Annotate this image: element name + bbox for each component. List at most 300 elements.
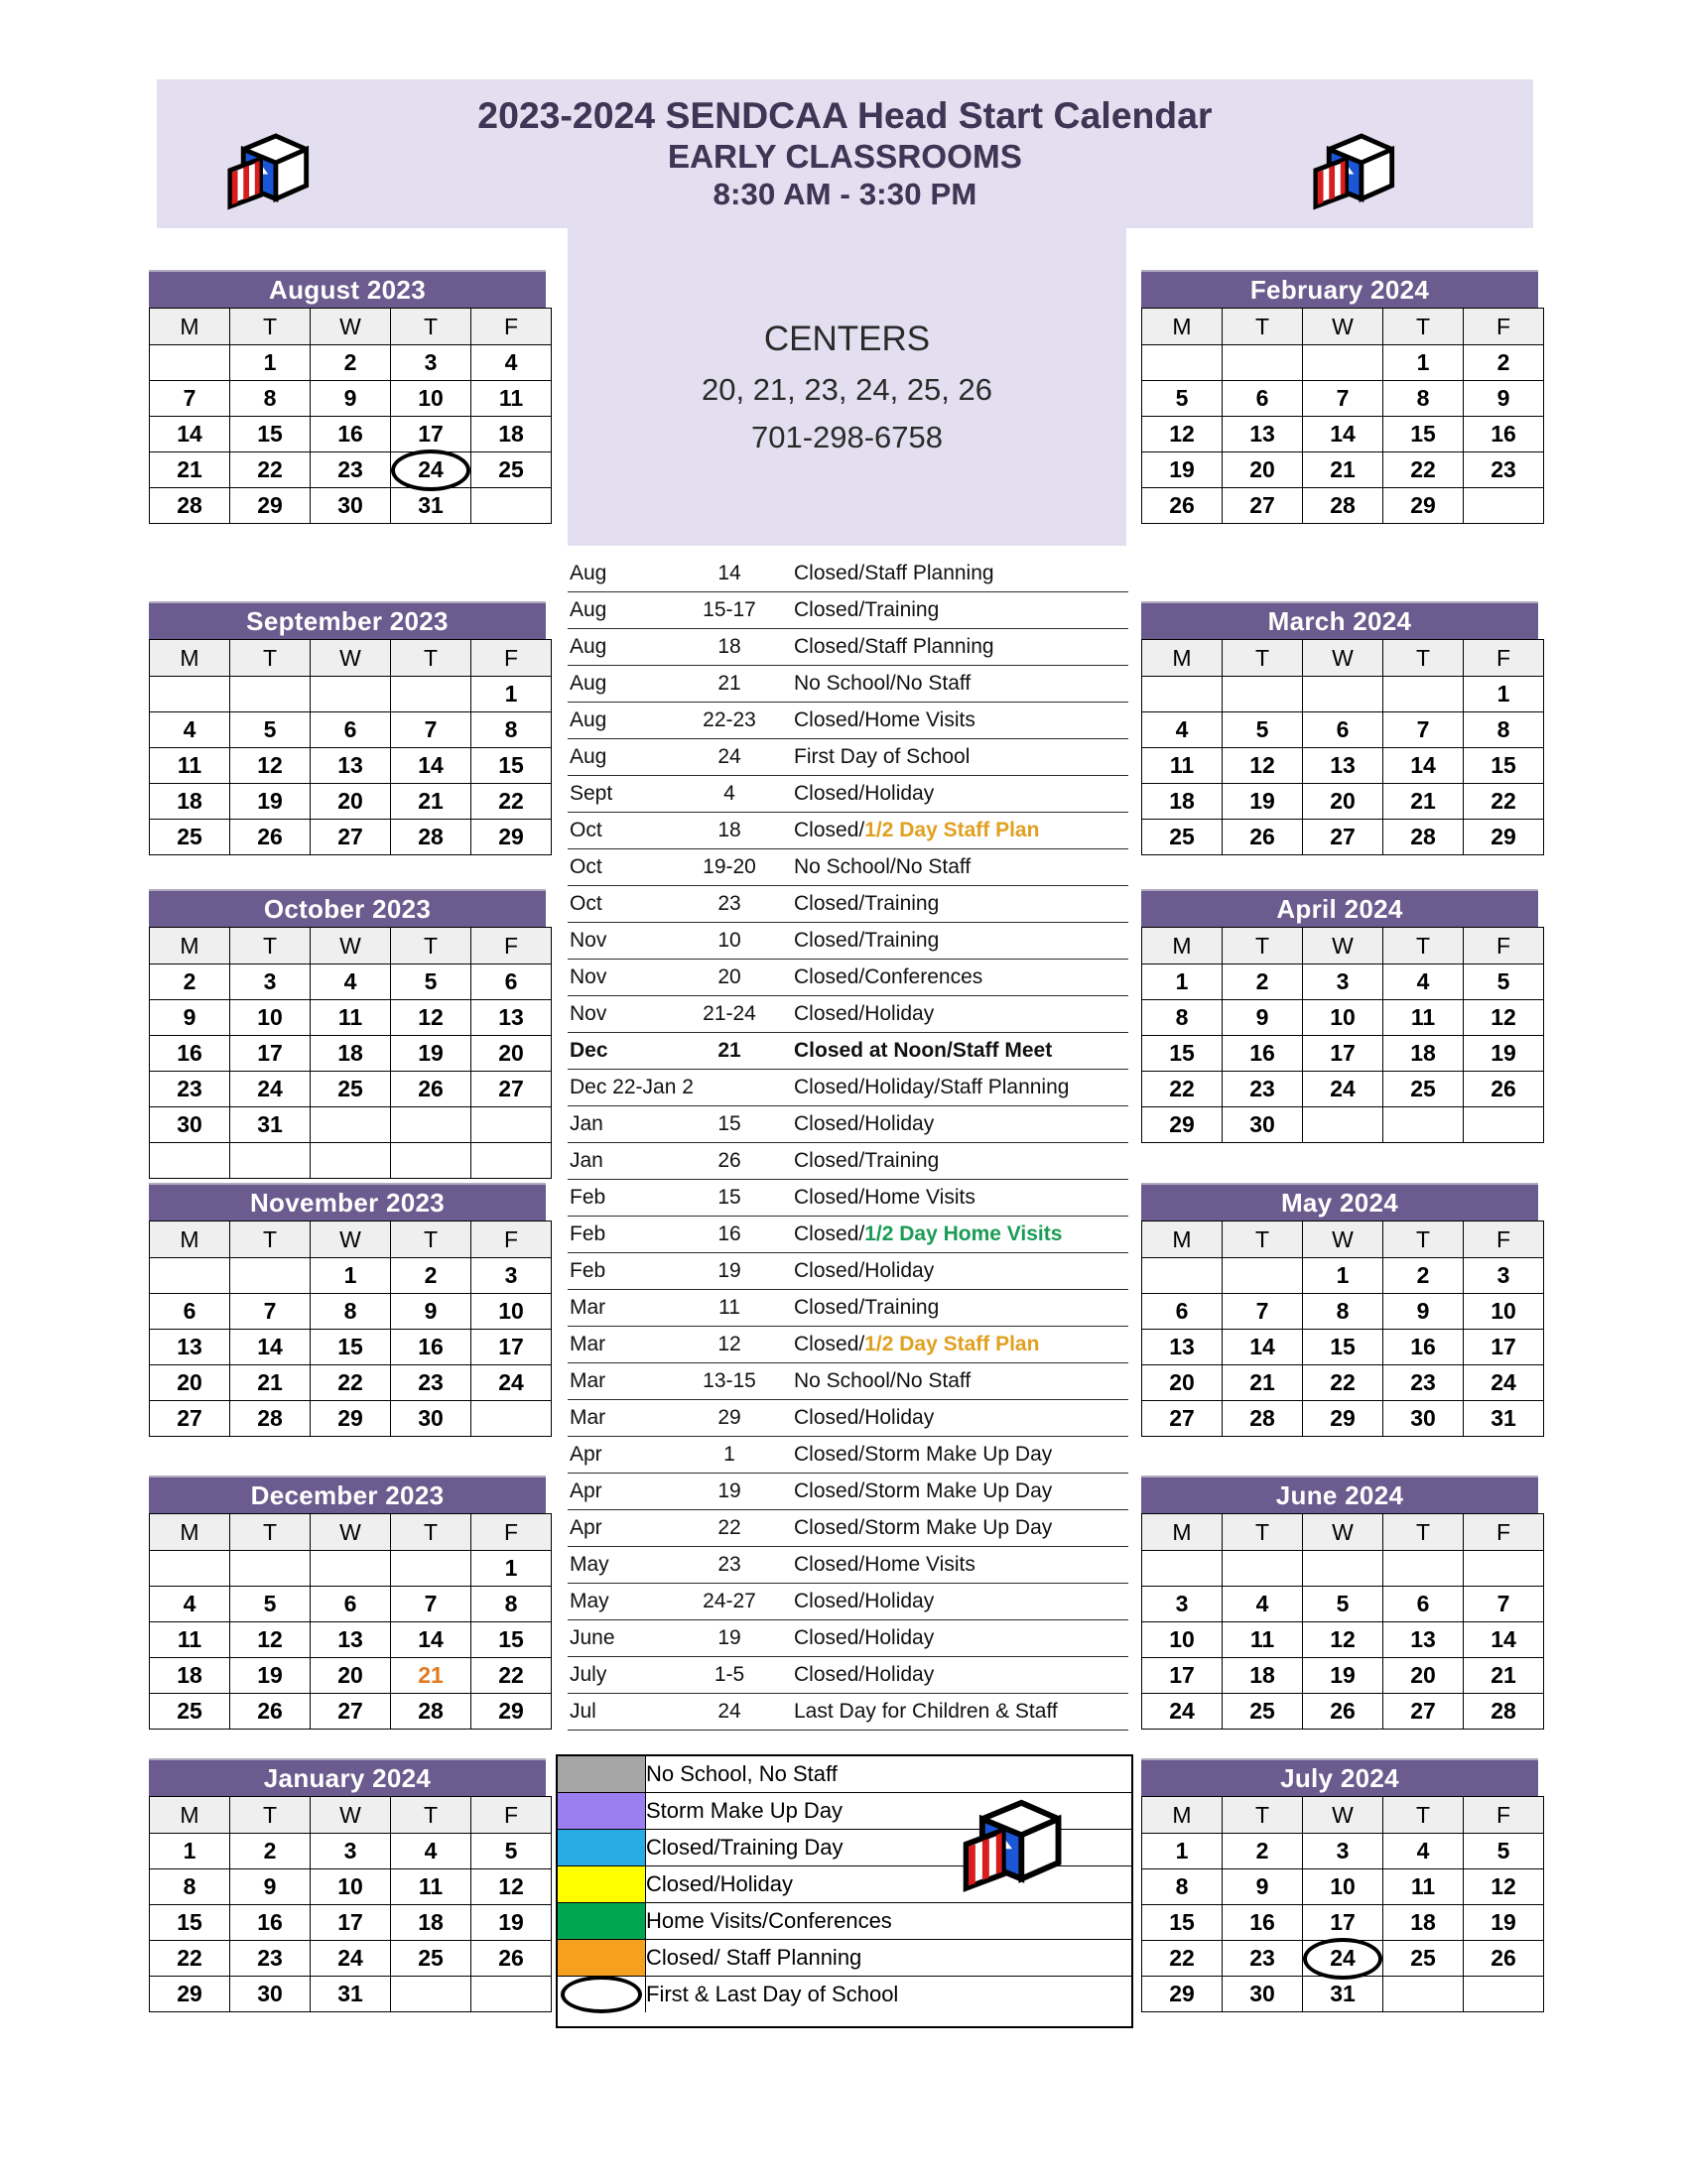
day-cell[interactable]: 30	[1383, 1401, 1464, 1437]
weekday-header-cell: T	[1383, 1797, 1464, 1834]
day-cell[interactable]: 14	[1303, 417, 1383, 452]
day-cell[interactable]: 16	[391, 1330, 471, 1365]
event-month: Jan	[568, 1106, 667, 1143]
day-cell[interactable]: 10	[1464, 1294, 1544, 1330]
weekday-header-cell: W	[1303, 1221, 1383, 1258]
day-cell[interactable]: 28	[391, 1694, 471, 1730]
day-cell[interactable]: 2	[1383, 1258, 1464, 1294]
day-cell[interactable]: 21	[1303, 452, 1383, 488]
day-cell[interactable]: 22	[1383, 452, 1464, 488]
weekday-header-cell: T	[230, 928, 311, 964]
day-cell[interactable]: 5	[230, 712, 311, 748]
day-cell[interactable]: 7	[391, 1587, 471, 1622]
day-cell[interactable]: 26	[1464, 1072, 1544, 1107]
day-cell[interactable]: 8	[1464, 712, 1544, 748]
day-cell[interactable]: 22	[150, 1941, 230, 1977]
event-month: Apr	[568, 1437, 667, 1474]
day-cell[interactable]: 11	[150, 1622, 230, 1658]
event-row	[568, 1180, 1128, 1217]
day-cell[interactable]: 13	[1383, 1622, 1464, 1658]
day-cell[interactable]: 23	[1464, 452, 1544, 488]
day-cell[interactable]: 5	[1464, 964, 1544, 1000]
day-cell[interactable]: 10	[471, 1294, 552, 1330]
day-cell[interactable]: 3	[1303, 964, 1383, 1000]
day-cell[interactable]: 8	[1303, 1294, 1383, 1330]
day-cell[interactable]: 28	[1383, 820, 1464, 855]
day-cell[interactable]: 7	[391, 712, 471, 748]
day-cell[interactable]: 31	[230, 1107, 311, 1143]
day-cell[interactable]: 17	[1303, 1905, 1383, 1941]
day-cell[interactable]: 14	[230, 1330, 311, 1365]
day-cell[interactable]: 7	[230, 1294, 311, 1330]
day-cell[interactable]: 9	[150, 1000, 230, 1036]
day-cell[interactable]: 3	[311, 1834, 391, 1869]
day-cell[interactable]: 2	[150, 964, 230, 1000]
day-cell[interactable]: 12	[1142, 417, 1223, 452]
day-cell[interactable]: 29	[1142, 1977, 1223, 2012]
day-cell[interactable]: 29	[1383, 488, 1464, 524]
day-cell[interactable]: 21	[230, 1365, 311, 1401]
day-cell[interactable]: 13	[471, 1000, 552, 1036]
day-cell[interactable]: 15	[1142, 1036, 1223, 1072]
day-cell[interactable]: 3	[1142, 1587, 1223, 1622]
day-cell[interactable]: 20	[471, 1036, 552, 1072]
day-cell[interactable]: 20	[1223, 452, 1303, 488]
day-cell[interactable]: 22	[1142, 1941, 1223, 1977]
day-cell[interactable]: 8	[1142, 1869, 1223, 1905]
day-cell[interactable]: 13	[1142, 1330, 1223, 1365]
day-cell[interactable]: 12	[1223, 748, 1303, 784]
day-cell[interactable]: 8	[471, 1587, 552, 1622]
day-cell[interactable]: 26	[230, 820, 311, 855]
day-cell[interactable]: 4	[1142, 712, 1223, 748]
day-cell[interactable]: 15	[1464, 748, 1544, 784]
day-cell[interactable]: 11	[150, 748, 230, 784]
day-cell[interactable]: 16	[1223, 1036, 1303, 1072]
day-cell[interactable]: 25	[391, 1941, 471, 1977]
event-description-highlight: 1/2 Day Staff Plan	[864, 819, 1040, 841]
day-cell[interactable]: 16	[1383, 1330, 1464, 1365]
day-cell[interactable]: 1	[1303, 1258, 1383, 1294]
day-cell[interactable]: 14	[1464, 1622, 1544, 1658]
day-cell[interactable]: 12	[230, 748, 311, 784]
day-cell[interactable]: 25	[1383, 1941, 1464, 1977]
day-cell[interactable]: 15	[1303, 1330, 1383, 1365]
day-cell[interactable]: 13	[311, 748, 391, 784]
day-cell[interactable]: 20	[311, 784, 391, 820]
day-cell[interactable]: 19	[1464, 1905, 1544, 1941]
day-cell[interactable]: 23	[1383, 1365, 1464, 1401]
day-cell[interactable]: 30	[1223, 1107, 1303, 1143]
day-cell[interactable]: 30	[150, 1107, 230, 1143]
day-cell[interactable]: 12	[1464, 1869, 1544, 1905]
day-cell[interactable]: 4	[1383, 964, 1464, 1000]
day-cell[interactable]: 29	[471, 1694, 552, 1730]
day-cell[interactable]: 10	[391, 381, 471, 417]
day-cell[interactable]: 28	[1223, 1401, 1303, 1437]
day-cell[interactable]: 29	[230, 488, 311, 524]
day-cell[interactable]: 18	[1142, 784, 1223, 820]
day-cell[interactable]: 5	[1464, 1834, 1544, 1869]
day-cell[interactable]: 27	[471, 1072, 552, 1107]
day-cell[interactable]: 14	[1223, 1330, 1303, 1365]
day-cell[interactable]: 14	[391, 748, 471, 784]
day-cell[interactable]: 12	[1464, 1000, 1544, 1036]
day-cell[interactable]: 14	[150, 417, 230, 452]
day-cell[interactable]: 28	[391, 820, 471, 855]
day-cell[interactable]: 27	[1303, 820, 1383, 855]
day-cell[interactable]: 7	[1383, 712, 1464, 748]
day-cell[interactable]: 5	[1223, 712, 1303, 748]
day-cell[interactable]: 18	[311, 1036, 391, 1072]
day-cell[interactable]: 11	[1383, 1000, 1464, 1036]
day-cell[interactable]: 2	[1464, 345, 1544, 381]
day-cell[interactable]: 28	[230, 1401, 311, 1437]
day-cell[interactable]: 21	[1464, 1658, 1544, 1694]
day-cell[interactable]: 2	[1223, 1834, 1303, 1869]
day-cell[interactable]: 6	[150, 1294, 230, 1330]
day-cell[interactable]: 10	[230, 1000, 311, 1036]
day-cell[interactable]: 9	[1464, 381, 1544, 417]
day-cell[interactable]: 20	[311, 1658, 391, 1694]
week-row	[150, 1622, 552, 1658]
day-cell[interactable]: 21	[391, 1658, 471, 1694]
day-cell[interactable]: 29	[1464, 820, 1544, 855]
day-cell[interactable]: 15	[1383, 417, 1464, 452]
event-description: Closed/Conferences	[792, 960, 1128, 996]
day-cell[interactable]: 23	[1223, 1941, 1303, 1977]
day-cell[interactable]: 4	[150, 1587, 230, 1622]
day-cell[interactable]: 15	[150, 1905, 230, 1941]
day-cell[interactable]: 2	[311, 345, 391, 381]
day-cell[interactable]: 27	[1383, 1694, 1464, 1730]
day-cell[interactable]: 17	[1464, 1330, 1544, 1365]
weekday-header-cell: M	[150, 1221, 230, 1258]
day-cell[interactable]: 11	[391, 1869, 471, 1905]
week-row	[1142, 820, 1544, 855]
day-cell[interactable]: 9	[1223, 1000, 1303, 1036]
day-cell[interactable]: 11	[1142, 748, 1223, 784]
event-row	[568, 739, 1128, 776]
day-cell[interactable]: 15	[471, 1622, 552, 1658]
day-cell[interactable]: 12	[391, 1000, 471, 1036]
day-cell[interactable]: 21	[150, 452, 230, 488]
day-cell[interactable]: 22	[471, 1658, 552, 1694]
day-cell[interactable]: 21	[1223, 1365, 1303, 1401]
day-cell[interactable]: 26	[391, 1072, 471, 1107]
day-cell[interactable]: 8	[471, 712, 552, 748]
day-cell[interactable]: 9	[1223, 1869, 1303, 1905]
day-cell[interactable]: 11	[311, 1000, 391, 1036]
week-row	[1142, 1294, 1544, 1330]
day-cell[interactable]: 31	[1464, 1401, 1544, 1437]
day-cell[interactable]: 1	[1142, 964, 1223, 1000]
day-cell[interactable]: 25	[1142, 820, 1223, 855]
day-cell[interactable]: 30	[391, 1401, 471, 1437]
day-cell[interactable]: 29	[1303, 1401, 1383, 1437]
day-cell[interactable]: 15	[1142, 1905, 1223, 1941]
day-cell[interactable]: 16	[230, 1905, 311, 1941]
day-cell[interactable]: 3	[230, 964, 311, 1000]
month-grid	[1141, 308, 1544, 524]
day-cell[interactable]: 24	[1142, 1694, 1223, 1730]
month-title: January 2024	[149, 1758, 546, 1796]
day-cell[interactable]: 4	[1223, 1587, 1303, 1622]
day-cell[interactable]: 7	[1303, 381, 1383, 417]
day-cell[interactable]: 19	[230, 1658, 311, 1694]
day-cell[interactable]: 6	[1142, 1294, 1223, 1330]
day-cell[interactable]: 13	[311, 1622, 391, 1658]
day-cell[interactable]: 24	[1303, 1072, 1383, 1107]
day-cell[interactable]: 12	[230, 1622, 311, 1658]
day-cell[interactable]: 30	[311, 488, 391, 524]
day-cell[interactable]: 4	[150, 712, 230, 748]
day-cell[interactable]: 18	[1383, 1036, 1464, 1072]
day-cell[interactable]: 19	[471, 1905, 552, 1941]
day-cell[interactable]: 14	[391, 1622, 471, 1658]
day-cell[interactable]: 26	[1223, 820, 1303, 855]
day-cell[interactable]: 8	[1383, 381, 1464, 417]
event-day: 14	[667, 556, 792, 592]
day-cell[interactable]: 8	[230, 381, 311, 417]
day-cell[interactable]: 15	[230, 417, 311, 452]
day-cell[interactable]: 11	[1383, 1869, 1464, 1905]
day-cell[interactable]: 14	[1383, 748, 1464, 784]
day-cell[interactable]: 1	[471, 677, 552, 712]
day-cell[interactable]: 18	[471, 417, 552, 452]
day-cell[interactable]: 19	[391, 1036, 471, 1072]
day-cell[interactable]: 5	[1303, 1587, 1383, 1622]
event-description: Closed/Holiday	[792, 1620, 1128, 1657]
day-cell[interactable]: 28	[150, 488, 230, 524]
day-cell[interactable]: 19	[1223, 784, 1303, 820]
day-cell[interactable]: 26	[471, 1941, 552, 1977]
day-cell[interactable]: 22	[471, 784, 552, 820]
day-cell[interactable]: 5	[471, 1834, 552, 1869]
day-cell[interactable]: 30	[230, 1977, 311, 2012]
day-cell[interactable]: 10	[311, 1869, 391, 1905]
day-cell[interactable]: 2	[391, 1258, 471, 1294]
day-cell[interactable]: 23	[391, 1365, 471, 1401]
day-cell[interactable]: 10	[1142, 1622, 1223, 1658]
day-cell[interactable]: 22	[1303, 1365, 1383, 1401]
day-cell[interactable]: 1	[471, 1551, 552, 1587]
day-cell[interactable]: 6	[1223, 381, 1303, 417]
day-cell[interactable]: 20	[1142, 1365, 1223, 1401]
day-cell[interactable]: 16	[150, 1036, 230, 1072]
day-cell[interactable]: 17	[1303, 1036, 1383, 1072]
day-cell[interactable]: 28	[1464, 1694, 1544, 1730]
day-cell[interactable]: 24	[1464, 1365, 1544, 1401]
month-grid	[1141, 1513, 1544, 1730]
week-row	[150, 452, 552, 488]
day-cell[interactable]: 2	[1223, 964, 1303, 1000]
day-cell[interactable]: 1	[1383, 345, 1464, 381]
day-cell[interactable]: 12	[1303, 1622, 1383, 1658]
day-cell[interactable]: 15	[311, 1330, 391, 1365]
month-grid	[1141, 1796, 1544, 2012]
day-cell[interactable]: 6	[1303, 712, 1383, 748]
day-cell[interactable]: 20	[1383, 1658, 1464, 1694]
day-cell[interactable]: 8	[1142, 1000, 1223, 1036]
week-row	[150, 1294, 552, 1330]
day-cell[interactable]: 5	[391, 964, 471, 1000]
day-cell[interactable]: 22	[1464, 784, 1544, 820]
day-cell[interactable]: 18	[1223, 1658, 1303, 1694]
day-cell[interactable]: 25	[471, 452, 552, 488]
day-cell[interactable]: 1	[150, 1834, 230, 1869]
day-cell[interactable]: 17	[471, 1330, 552, 1365]
week-row	[150, 1258, 552, 1294]
day-cell[interactable]: 21	[391, 784, 471, 820]
day-cell[interactable]: 6	[1383, 1587, 1464, 1622]
day-cell[interactable]: 30	[1223, 1977, 1303, 2012]
day-cell[interactable]: 25	[150, 820, 230, 855]
day-cell[interactable]: 29	[1142, 1107, 1223, 1143]
day-cell[interactable]: 22	[230, 452, 311, 488]
day-cell[interactable]: 31	[311, 1977, 391, 2012]
day-cell[interactable]: 23	[230, 1941, 311, 1977]
day-cell[interactable]: 4	[311, 964, 391, 1000]
day-cell[interactable]: 19	[1464, 1036, 1544, 1072]
day-cell[interactable]: 5	[1142, 381, 1223, 417]
empty-cell	[1383, 1107, 1464, 1143]
day-cell[interactable]: 23	[311, 452, 391, 488]
day-cell[interactable]: 27	[1223, 488, 1303, 524]
day-cell[interactable]: 22	[1142, 1072, 1223, 1107]
day-cell[interactable]: 27	[1142, 1401, 1223, 1437]
day-cell[interactable]: 17	[1142, 1658, 1223, 1694]
centers-heading: CENTERS	[763, 319, 931, 358]
day-cell[interactable]: 3	[391, 345, 471, 381]
empty-cell	[1142, 1258, 1223, 1294]
day-cell[interactable]: 2	[230, 1834, 311, 1869]
day-cell[interactable]: 27	[311, 820, 391, 855]
day-cell[interactable]: 4	[1383, 1834, 1464, 1869]
day-cell[interactable]: 21	[1383, 784, 1464, 820]
day-cell[interactable]: 31	[1303, 1977, 1383, 2012]
event-day: 1	[667, 1437, 792, 1474]
day-cell[interactable]	[391, 452, 471, 488]
day-cell[interactable]: 8	[311, 1294, 391, 1330]
day-cell[interactable]: 6	[311, 1587, 391, 1622]
day-cell[interactable]: 1	[1142, 1834, 1223, 1869]
day-cell[interactable]: 3	[1303, 1834, 1383, 1869]
day-cell[interactable]: 5	[230, 1587, 311, 1622]
day-cell[interactable]: 24	[471, 1365, 552, 1401]
day-cell[interactable]: 27	[150, 1401, 230, 1437]
day-cell[interactable]: 16	[1223, 1905, 1303, 1941]
day-cell[interactable]: 23	[150, 1072, 230, 1107]
day-cell[interactable]: 19	[1303, 1658, 1383, 1694]
day-cell[interactable]: 18	[1383, 1905, 1464, 1941]
day-cell[interactable]: 26	[230, 1694, 311, 1730]
day-cell[interactable]: 17	[391, 417, 471, 452]
day-cell[interactable]: 3	[1464, 1258, 1544, 1294]
day-cell[interactable]: 18	[391, 1905, 471, 1941]
day-cell[interactable]: 9	[391, 1294, 471, 1330]
weekday-header-cell: M	[150, 1797, 230, 1834]
day-cell[interactable]: 9	[230, 1869, 311, 1905]
day-cell[interactable]: 11	[1223, 1622, 1303, 1658]
day-cell[interactable]: 8	[150, 1869, 230, 1905]
day-cell[interactable]: 13	[150, 1330, 230, 1365]
color-swatch	[558, 1830, 645, 1865]
day-cell[interactable]: 10	[1303, 1869, 1383, 1905]
month-title: February 2024	[1141, 270, 1538, 308]
day-cell[interactable]: 9	[311, 381, 391, 417]
day-cell[interactable]: 31	[391, 488, 471, 524]
day-cell[interactable]: 15	[471, 748, 552, 784]
day-cell[interactable]: 18	[150, 1658, 230, 1694]
day-cell[interactable]: 25	[150, 1694, 230, 1730]
day-cell[interactable]: 24	[230, 1072, 311, 1107]
day-cell[interactable]: 17	[230, 1036, 311, 1072]
day-cell[interactable]: 16	[1464, 417, 1544, 452]
day-cell[interactable]: 23	[1223, 1072, 1303, 1107]
day-cell[interactable]: 4	[391, 1834, 471, 1869]
day-cell[interactable]: 29	[311, 1401, 391, 1437]
day-cell[interactable]: 9	[1383, 1294, 1464, 1330]
day-cell[interactable]: 1	[230, 345, 311, 381]
day-cell[interactable]: 13	[1303, 748, 1383, 784]
day-cell[interactable]: 28	[1303, 488, 1383, 524]
day-cell[interactable]: 7	[150, 381, 230, 417]
day-cell[interactable]: 26	[1303, 1694, 1383, 1730]
day-cell[interactable]: 25	[1223, 1694, 1303, 1730]
day-cell[interactable]: 6	[471, 964, 552, 1000]
event-description: Closed/1/2 Day Staff Plan	[792, 813, 1128, 849]
day-cell[interactable]: 24	[311, 1941, 391, 1977]
day-cell[interactable]: 26	[1464, 1941, 1544, 1977]
day-cell[interactable]: 18	[150, 784, 230, 820]
day-cell[interactable]: 25	[1383, 1072, 1464, 1107]
day-cell[interactable]: 13	[1223, 417, 1303, 452]
day-cell[interactable]: 1	[1464, 677, 1544, 712]
day-cell[interactable]: 7	[1464, 1587, 1544, 1622]
day-cell[interactable]: 29	[471, 820, 552, 855]
day-cell[interactable]: 3	[471, 1258, 552, 1294]
empty-cell	[1303, 677, 1383, 712]
day-cell[interactable]: 25	[311, 1072, 391, 1107]
day-cell[interactable]: 19	[230, 784, 311, 820]
day-cell[interactable]: 26	[1142, 488, 1223, 524]
day-cell[interactable]: 22	[311, 1365, 391, 1401]
weekday-header-cell: T	[391, 1221, 471, 1258]
day-cell[interactable]: 7	[1223, 1294, 1303, 1330]
day-cell[interactable]: 27	[311, 1694, 391, 1730]
day-cell[interactable]: 20	[150, 1365, 230, 1401]
day-cell[interactable]: 19	[1142, 452, 1223, 488]
day-cell[interactable]: 1	[311, 1258, 391, 1294]
day-cell[interactable]: 29	[150, 1977, 230, 2012]
day-cell[interactable]: 12	[471, 1869, 552, 1905]
day-cell[interactable]: 20	[1303, 784, 1383, 820]
day-cell[interactable]: 17	[311, 1905, 391, 1941]
day-cell[interactable]	[1303, 1941, 1383, 1977]
day-cell[interactable]: 11	[471, 381, 552, 417]
day-cell[interactable]: 6	[311, 712, 391, 748]
day-cell[interactable]: 16	[311, 417, 391, 452]
month-title: July 2024	[1141, 1758, 1538, 1796]
event-row	[568, 556, 1128, 592]
event-row	[568, 776, 1128, 813]
day-cell[interactable]: 4	[471, 345, 552, 381]
weekday-header-cell: M	[1142, 1514, 1223, 1551]
day-cell[interactable]: 10	[1303, 1000, 1383, 1036]
weekday-header-row	[1142, 1514, 1544, 1551]
event-description-highlight: 1/2 Day Staff Plan	[864, 1333, 1040, 1355]
